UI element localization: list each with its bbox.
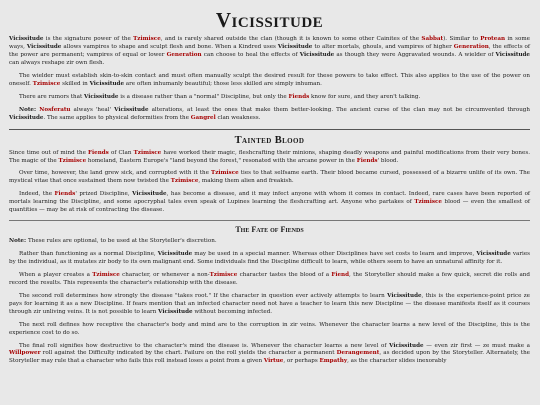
text-run: The next roll defines how receptive the character's body and mind are to the corruption in zir veins. Whenever the character learns a new level of the Discipline, this is the experience cost to do so. xyxy=(9,321,530,336)
text-run: may be used in a special manner. Whereas other Disciplines have set costs to learn and improve, xyxy=(192,251,477,258)
text-run: The final roll signifies how destructive to the character's mind the disease is. Whenever the character learns a new level of xyxy=(19,342,390,349)
text-run: — even zir first — ze must make a xyxy=(423,342,530,349)
text-run: in some ways, xyxy=(9,36,530,51)
text-run: character tastes the blood of a xyxy=(237,271,332,278)
text-run: have worked their magic, fleshcrafting their minions, shaping deadly weapons and painful modifications from their very bones. The magic of the xyxy=(9,149,530,164)
term-link[interactable]: Virtue xyxy=(263,358,284,365)
term-link[interactable]: Tzimisce xyxy=(92,271,120,278)
term-link[interactable]: Tzimisce xyxy=(58,157,87,164)
term-link[interactable]: Tzimisce xyxy=(32,80,61,87)
term-link[interactable]: Tzimisce xyxy=(133,36,161,43)
text-run: is a disease rather than a "normal" Discipline, but only the xyxy=(118,93,289,100)
section-paragraph xyxy=(9,251,530,267)
term-link[interactable]: Tzimisce xyxy=(209,271,238,278)
text-run: Indeed, the xyxy=(19,191,55,198)
term-link[interactable]: Generation xyxy=(166,52,202,59)
section-heading: Tainted Blood xyxy=(234,134,305,146)
section-paragraph xyxy=(9,272,530,288)
bold-term: Vicissitude xyxy=(84,93,119,100)
term-link[interactable]: Tzimisce xyxy=(133,149,162,156)
bold-term: Vicissitude xyxy=(277,44,313,51)
term-link[interactable]: Fiend xyxy=(331,271,350,278)
text-run: , the Storyteller should make a few quick, secret die rolls and record the results. This represents the character's relationship with the disease. xyxy=(9,271,530,286)
term-link[interactable]: Fiends xyxy=(88,149,109,156)
text-run: is the signature power of the xyxy=(43,36,134,43)
text-run: , making them alien and freakish. xyxy=(198,178,294,185)
text-run: to alter mortals, ghouls, and vampires of higher xyxy=(312,44,454,51)
text-run: The second roll determines how strongly the disease "takes root." If the character in question ever actively attempts to learn xyxy=(19,292,388,299)
text-run: Since time out of mind the xyxy=(9,149,89,156)
text-run: , or perhaps xyxy=(283,358,320,365)
section-divider xyxy=(9,220,530,221)
section-paragraph xyxy=(9,238,530,246)
text-run: can choose to heal the effects of xyxy=(201,52,300,59)
term-link[interactable]: Sabbat xyxy=(421,36,444,43)
text-run: of Clan xyxy=(108,149,134,156)
text-run: are often inhumanly beautiful; those less skilled are simply inhuman. xyxy=(124,80,322,87)
text-run: allows vampires to shape and sculpt flesh and bone. When a Kindred uses xyxy=(61,44,278,51)
text-run: always 'heal' xyxy=(70,106,115,113)
text-run: blood — even the smallest of quantities — may be at risk of contracting the disease. xyxy=(9,199,530,214)
bold-term: Vicissitude xyxy=(495,52,530,59)
text-run: . The same applies to physical deformities from the xyxy=(43,114,191,121)
bold-term: Vicissitude xyxy=(9,36,44,43)
text-run: know for sure, and they aren't talking. xyxy=(309,93,421,100)
term-link[interactable]: Protean xyxy=(480,36,506,43)
text-run: , and is rarely shared outside the clan (though it is known to some other Cainites of the xyxy=(160,36,422,43)
bold-term: Vicissitude xyxy=(9,114,44,121)
intro-paragraph xyxy=(9,107,530,123)
text-run: When a player creates a xyxy=(19,271,93,278)
bold-term: Vicissitude xyxy=(132,191,167,198)
bold-term: Vicissitude xyxy=(158,308,193,315)
intro-paragraph xyxy=(9,36,530,68)
bold-term: Vicissitude xyxy=(157,251,193,258)
text-run: alterations, at least the ones that make them better-looking. The ancient curse of the clan may not be circumvented through xyxy=(148,106,530,113)
bold-term: Vicissitude xyxy=(299,52,335,59)
subsection-heading: The Fate of Fiends xyxy=(235,225,304,235)
intro-paragraph xyxy=(9,73,530,89)
section-paragraph xyxy=(9,191,530,215)
intro-paragraph xyxy=(9,94,530,102)
bold-term: Note: xyxy=(19,106,40,113)
section-tainted-blood xyxy=(9,135,530,216)
bold-term: Vicissitude xyxy=(114,106,149,113)
bold-term: Vicissitude xyxy=(389,342,424,349)
text-run: can always reshape zir own flesh. xyxy=(9,59,105,66)
text-run: ' prized Discipline, xyxy=(75,191,133,198)
term-link[interactable]: Tzimisce xyxy=(170,178,199,185)
text-run: Over time, however, the land grew sick, and corrupted with it the xyxy=(19,170,212,177)
term-link[interactable]: Empathy xyxy=(319,358,348,365)
bold-term: Note: xyxy=(9,238,28,245)
term-link[interactable]: Generation xyxy=(453,44,489,51)
term-link[interactable]: Derangement xyxy=(336,350,380,357)
section-fate-of-fiends xyxy=(9,225,530,366)
bold-term: Vicissitude xyxy=(387,292,422,299)
page-title: Vicissitude xyxy=(215,8,324,32)
text-run: , as the character slides inexorably xyxy=(347,358,447,365)
text-run: varies by the individual, as it mutates zir body to its own malignant end. Some individuals find the Discipline difficult to learn, while others seem to have an unnatural affinity for it. xyxy=(9,251,530,266)
text-run: ties to that selfsame earth. Their blood became cursed, possessed of a bizarre unlife of its own. The mystical vitae that once sustained them now twisted the xyxy=(9,170,530,185)
section-paragraph xyxy=(9,293,530,317)
text-run: These rules are optional, to be used at the Storyteller's discretion. xyxy=(28,238,217,245)
term-link[interactable]: Willpower xyxy=(9,350,41,357)
text-run: ' blood. xyxy=(377,157,399,164)
term-link[interactable]: Fiends xyxy=(356,157,378,164)
section-paragraph xyxy=(9,150,530,166)
intro-section xyxy=(9,36,530,122)
term-link[interactable]: Tzimisce xyxy=(211,170,239,177)
bold-term: Vicissitude xyxy=(89,80,125,87)
text-run: without becoming infected. xyxy=(192,308,273,315)
text-run: , the effects of the power are permanent; vampires of equal or lower xyxy=(9,44,530,59)
text-run: There are rumors that xyxy=(19,93,84,100)
term-link[interactable]: Fiends xyxy=(54,191,76,198)
text-run: ). Similar to xyxy=(443,36,481,43)
text-run: clan weakness. xyxy=(215,114,261,121)
text-run: skilled in xyxy=(60,80,90,87)
section-paragraph xyxy=(9,343,530,367)
text-run: , this is the experience-point price ze pays for learning it as a new Discipline. If fears mention that an infected character need not have a teacher to learn this new Discipline — the disease manifests itself as it courses through zir unliving veins. It is not possible to learn xyxy=(9,292,530,315)
text-run: character, or whenever a non- xyxy=(119,271,210,278)
text-run: roll against the Difficulty indicated by the chart. Failure on the roll yields the character a permanent xyxy=(40,350,337,357)
section-paragraph xyxy=(9,322,530,338)
text-run: The wielder must establish skin-to-skin contact and must often manually sculpt the desired result for these powers to take effect. This also applies to the use of the power on oneself. xyxy=(9,72,530,87)
text-run: , has become a disease, and it may infect anyone with whom it comes in contact. Indeed, rare cases have been reported of mortals learning the Discipline, and some apocryphal tales even speak of Lupines learning the fleshcrafting art. Anyone who partakes of xyxy=(9,191,531,206)
section-divider xyxy=(9,129,530,130)
term-link[interactable]: Nosferatu xyxy=(39,106,71,113)
text-run: , as decided upon by the Storyteller. Alternately, the Storyteller may rule that a character who fails this roll instead loses a point from a given xyxy=(9,350,530,365)
term-link[interactable]: Gangrel xyxy=(190,114,216,121)
bold-term: Vicissitude xyxy=(26,44,62,51)
term-link[interactable]: Fiends xyxy=(288,93,310,100)
text-run: as though they were Aggravated wounds. A wielder of xyxy=(334,52,496,59)
section-paragraph xyxy=(9,170,530,186)
bold-term: Vicissitude xyxy=(476,251,511,258)
text-run: Rather than functioning as a normal Discipline, xyxy=(19,251,158,258)
text-run: homeland, Eastern Europe's "land beyond the forest," resonated with the arcane power in the xyxy=(86,157,357,164)
term-link[interactable]: Tzimisce xyxy=(414,199,442,206)
